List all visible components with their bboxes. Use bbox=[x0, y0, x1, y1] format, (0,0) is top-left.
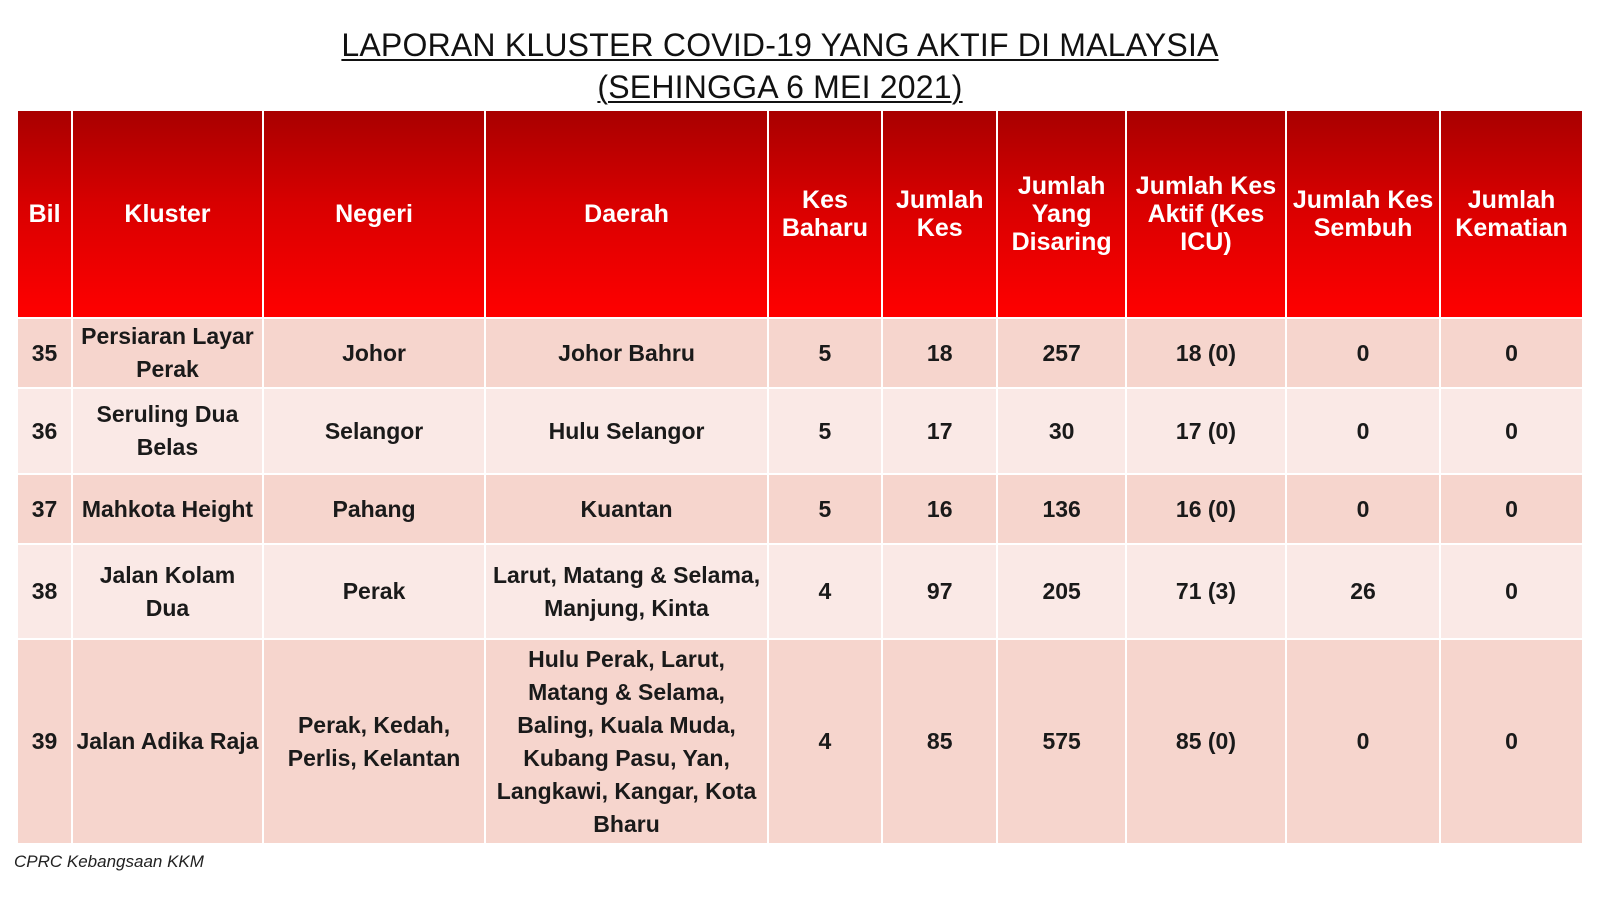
cell-negeri: Perak, Kedah, Perlis, Kelantan bbox=[263, 639, 485, 844]
header-bil: Bil bbox=[17, 110, 72, 318]
header-negeri: Negeri bbox=[263, 110, 485, 318]
cell-jumlah-aktif: 85 (0) bbox=[1126, 639, 1286, 844]
cell-jumlah-kematian: 0 bbox=[1440, 318, 1583, 388]
cell-jumlah-aktif: 17 (0) bbox=[1126, 388, 1286, 474]
cell-jumlah-kes: 97 bbox=[882, 544, 997, 639]
cell-bil: 37 bbox=[17, 474, 72, 544]
cell-jumlah-disaring: 30 bbox=[997, 388, 1126, 474]
cell-daerah: Johor Bahru bbox=[485, 318, 768, 388]
cell-jumlah-kes: 85 bbox=[882, 639, 997, 844]
cell-negeri: Pahang bbox=[263, 474, 485, 544]
cell-negeri: Johor bbox=[263, 318, 485, 388]
header-daerah: Daerah bbox=[485, 110, 768, 318]
table-row bbox=[17, 544, 1583, 639]
cell-daerah: Hulu Selangor bbox=[485, 388, 768, 474]
cell-bil: 38 bbox=[17, 544, 72, 639]
table-row bbox=[17, 318, 1583, 388]
cell-jumlah-sembuh: 0 bbox=[1286, 318, 1440, 388]
cell-jumlah-kematian: 0 bbox=[1440, 388, 1583, 474]
cell-jumlah-kematian: 0 bbox=[1440, 474, 1583, 544]
cell-jumlah-sembuh: 26 bbox=[1286, 544, 1440, 639]
cell-kluster: Jalan Adika Raja bbox=[72, 639, 263, 844]
table-row bbox=[17, 388, 1583, 474]
cell-jumlah-kes: 18 bbox=[882, 318, 997, 388]
cell-kes-baharu: 4 bbox=[768, 544, 882, 639]
header-jumlah-aktif: Jumlah Kes Aktif (Kes ICU) bbox=[1126, 110, 1286, 318]
cell-jumlah-sembuh: 0 bbox=[1286, 388, 1440, 474]
table-header-row bbox=[17, 110, 1583, 318]
cell-jumlah-disaring: 257 bbox=[997, 318, 1126, 388]
cell-jumlah-aktif: 18 (0) bbox=[1126, 318, 1286, 388]
source-credit: CPRC Kebangsaan KKM bbox=[14, 852, 204, 871]
cell-jumlah-disaring: 575 bbox=[997, 639, 1126, 844]
cell-bil: 35 bbox=[17, 318, 72, 388]
cell-jumlah-aktif: 71 (3) bbox=[1126, 544, 1286, 639]
cell-jumlah-aktif: 16 (0) bbox=[1126, 474, 1286, 544]
report-title: LAPORAN KLUSTER COVID-19 YANG AKTIF DI MALAYSIA bbox=[341, 27, 1219, 63]
cell-daerah: Larut, Matang & Selama, Manjung, Kinta bbox=[485, 544, 768, 639]
cell-kes-baharu: 5 bbox=[768, 318, 882, 388]
table-row bbox=[17, 474, 1583, 544]
cell-daerah: Hulu Perak, Larut, Matang & Selama, Baling, Kuala Muda, Kubang Pasu, Yan, Langkawi, Kangar, Kota Bharu bbox=[485, 639, 768, 844]
cell-jumlah-kematian: 0 bbox=[1440, 639, 1583, 844]
header-kluster: Kluster bbox=[72, 110, 263, 318]
cell-jumlah-kes: 17 bbox=[882, 388, 997, 474]
cell-kluster: Persiaran Layar Perak bbox=[72, 318, 263, 388]
report-date-subtitle: (SEHINGGA 6 MEI 2021) bbox=[597, 69, 963, 105]
cell-kes-baharu: 5 bbox=[768, 474, 882, 544]
cell-bil: 36 bbox=[17, 388, 72, 474]
cell-kluster: Mahkota Height bbox=[72, 474, 263, 544]
header-jumlah-kematian: Jumlah Kematian bbox=[1440, 110, 1583, 318]
cell-kes-baharu: 4 bbox=[768, 639, 882, 844]
table-row bbox=[17, 639, 1583, 844]
cell-jumlah-kematian: 0 bbox=[1440, 544, 1583, 639]
cell-kluster: Jalan Kolam Dua bbox=[72, 544, 263, 639]
header-jumlah-disaring: Jumlah Yang Disaring bbox=[997, 110, 1126, 318]
cell-kluster: Seruling Dua Belas bbox=[72, 388, 263, 474]
cell-daerah: Kuantan bbox=[485, 474, 768, 544]
header-jumlah-sembuh: Jumlah Kes Sembuh bbox=[1286, 110, 1440, 318]
cell-jumlah-sembuh: 0 bbox=[1286, 474, 1440, 544]
cell-negeri: Perak bbox=[263, 544, 485, 639]
cell-bil: 39 bbox=[17, 639, 72, 844]
cell-jumlah-disaring: 136 bbox=[997, 474, 1126, 544]
cell-kes-baharu: 5 bbox=[768, 388, 882, 474]
header-jumlah-kes: Jumlah Kes bbox=[882, 110, 997, 318]
header-kes-baharu: Kes Baharu bbox=[768, 110, 882, 318]
cell-jumlah-sembuh: 0 bbox=[1286, 639, 1440, 844]
cell-jumlah-kes: 16 bbox=[882, 474, 997, 544]
cluster-table bbox=[16, 109, 1584, 845]
cell-jumlah-disaring: 205 bbox=[997, 544, 1126, 639]
cell-negeri: Selangor bbox=[263, 388, 485, 474]
